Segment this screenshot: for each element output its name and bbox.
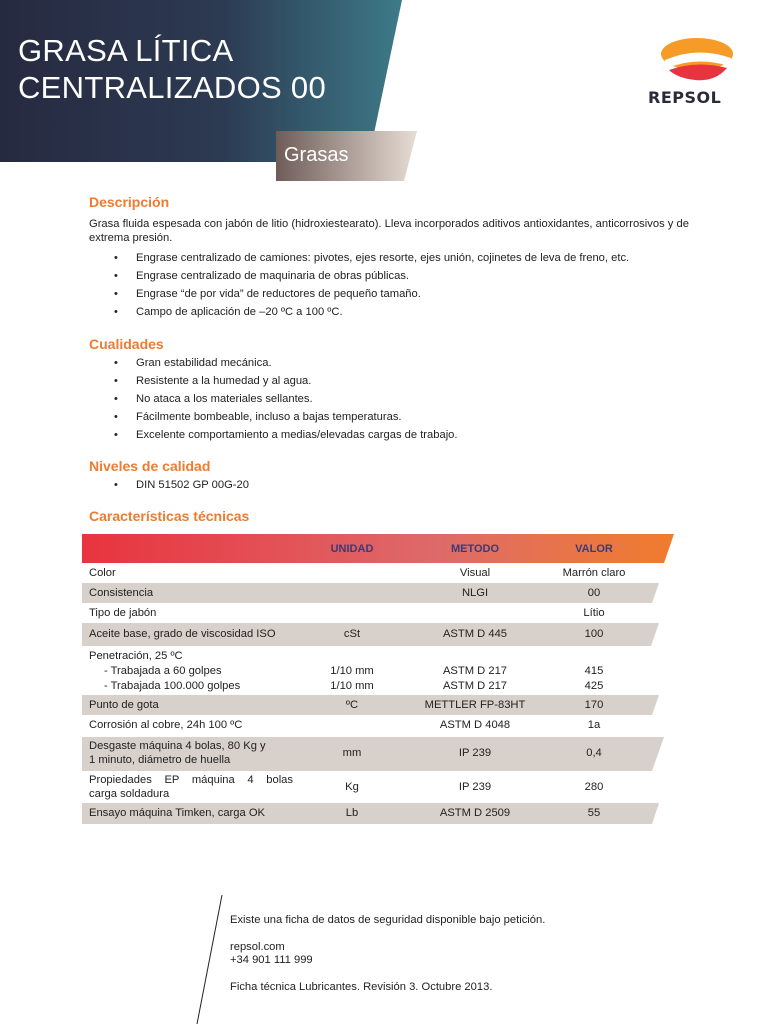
header-valor: VALOR [575, 543, 613, 555]
bullet-icon: • [114, 429, 118, 441]
cell-name: Penetración, 25 ºC [89, 650, 183, 662]
table-row [82, 563, 674, 583]
bullet-icon: • [114, 479, 118, 491]
header-unidad: UNIDAD [330, 543, 374, 555]
cell-method: ASTM D 217 [442, 665, 508, 677]
cell-method: ASTM D 445 [442, 628, 508, 640]
cell-method: NLGI [461, 587, 489, 599]
cell-name-sub: - Trabajada 100.000 golpes [104, 680, 241, 692]
footer-revision: Ficha técnica Lubricantes. Revisión 3. Octubre 2013. [230, 980, 493, 993]
cell-unit: ºC [345, 699, 359, 711]
list-item: • Campo de aplicación de –20 ºC a 100 ºC. [89, 303, 689, 321]
cell-value: 00 [587, 587, 601, 599]
cell-unit: Lb [345, 807, 359, 819]
cell-value: 425 [584, 680, 604, 692]
cell-method: ASTM D 217 [442, 680, 508, 692]
cell-unit: cSt [343, 628, 361, 640]
table-row [82, 695, 674, 715]
cell-value: Lítio [583, 607, 605, 619]
section-title-descripcion: Descripción [89, 194, 170, 210]
table-row [82, 603, 674, 623]
cell-value: 280 [584, 781, 604, 793]
bullet-icon: • [114, 357, 118, 369]
table-row [82, 646, 674, 695]
bullet-icon: • [114, 270, 118, 282]
footer-safety-note: Existe una ficha de datos de seguridad disponible bajo petición. [230, 914, 546, 926]
list-item: • Engrase centralizado de camiones: pivotes, ejes resorte, ejes unión, cojinetes de leva de freno, etc. [89, 249, 689, 267]
cell-value: 170 [584, 699, 604, 711]
bullet-icon: • [114, 411, 118, 423]
bullet-icon: • [114, 375, 118, 387]
cell-method: ASTM D 2509 [439, 807, 511, 819]
cell-unit: mm [342, 747, 362, 759]
brand-name: REPSOL [648, 88, 722, 107]
table-row [82, 803, 674, 824]
cell-value: 415 [584, 665, 604, 677]
list-item: • Resistente a la humedad y al agua. [89, 372, 689, 390]
cell-name: Propiedades EP máquina 4 bolas [89, 774, 293, 786]
table-row [82, 583, 674, 603]
cell-method: IP 239 [458, 747, 492, 759]
list-item: • Gran estabilidad mecánica. [89, 354, 689, 372]
page-title [18, 32, 326, 106]
title-line-2: CENTRALIZADOS 00 [18, 70, 326, 105]
cell-name-sub: 1 minuto, diámetro de huella [89, 754, 231, 766]
header-metodo: METODO [450, 543, 500, 555]
list-item: • DIN 51502 GP 00G-20 [89, 476, 689, 494]
section-title-cualidades: Cualidades [89, 336, 164, 352]
bullet-icon: • [114, 288, 118, 300]
cell-name: Corrosión al cobre, 24h 100 ºC [89, 719, 243, 731]
cell-name-sub: - Trabajada a 60 golpes [104, 665, 222, 677]
cell-unit: 1/10 mm [330, 680, 374, 692]
cell-method: Visual [459, 567, 491, 579]
footer-phone: +34 901 111 999 [230, 954, 313, 966]
cell-method: IP 239 [458, 781, 492, 793]
section-title-caracteristicas: Características técnicas [89, 508, 250, 524]
niveles-list [89, 476, 689, 494]
cell-name: Consistencia [89, 587, 154, 599]
cell-name: Tipo de jabón [89, 607, 157, 619]
cell-value: 100 [584, 628, 604, 640]
cell-value: Marrón claro [562, 567, 626, 579]
cell-name: Ensayo máquina Timken, carga OK [89, 807, 265, 819]
table-row [82, 737, 674, 771]
cell-value: 0,4 [586, 747, 602, 759]
list-item: • Fácilmente bombeable, incluso a bajas temperaturas. [89, 408, 689, 426]
descripcion-text: Grasa fluida espesada con jabón de litio (hidroxiestearato). Lleva incorporados aditivos antioxidantes, anticorrosivos y de extrema presión. [89, 218, 689, 244]
cell-method: ASTM D 4048 [439, 719, 511, 731]
cell-name: Aceite base, grado de viscosidad ISO [89, 628, 276, 640]
cell-name: Desgaste máquina 4 bolas, 80 Kg y [89, 740, 266, 752]
bullet-icon: • [114, 393, 118, 405]
table-row [82, 715, 674, 737]
category-label: Grasas [284, 144, 349, 166]
cell-name: Color [89, 567, 116, 579]
footer [230, 914, 545, 994]
cell-name-sub: carga soldadura [89, 788, 170, 800]
cualidades-list [89, 354, 689, 444]
cell-value: 55 [587, 807, 601, 819]
list-item: • Engrase “de por vida” de reductores de pequeño tamaño. [89, 285, 689, 303]
list-item: • Engrase centralizado de maquinaria de obras públicas. [89, 267, 689, 285]
cell-unit: Kg [345, 781, 359, 793]
cell-name: Punto de gota [89, 699, 159, 711]
cell-method: METTLER FP-83HT [424, 699, 526, 711]
section-title-niveles: Niveles de calidad [89, 458, 211, 474]
descripcion-list [89, 249, 689, 321]
list-item: • No ataca a los materiales sellantes. [89, 390, 689, 408]
title-line-1: GRASA LÍTICA [18, 33, 234, 68]
list-item: • Excelente comportamiento a medias/elevadas cargas de trabajo. [89, 426, 689, 444]
table-row [82, 623, 674, 646]
bullet-icon: • [114, 252, 118, 264]
footer-divider [195, 895, 225, 1024]
footer-website-link[interactable]: repsol.com [230, 940, 285, 953]
table-header [82, 534, 674, 563]
cell-value: 1a [587, 719, 601, 731]
cell-unit: 1/10 mm [330, 665, 374, 677]
bullet-icon: • [114, 306, 118, 318]
table-row [82, 771, 674, 803]
